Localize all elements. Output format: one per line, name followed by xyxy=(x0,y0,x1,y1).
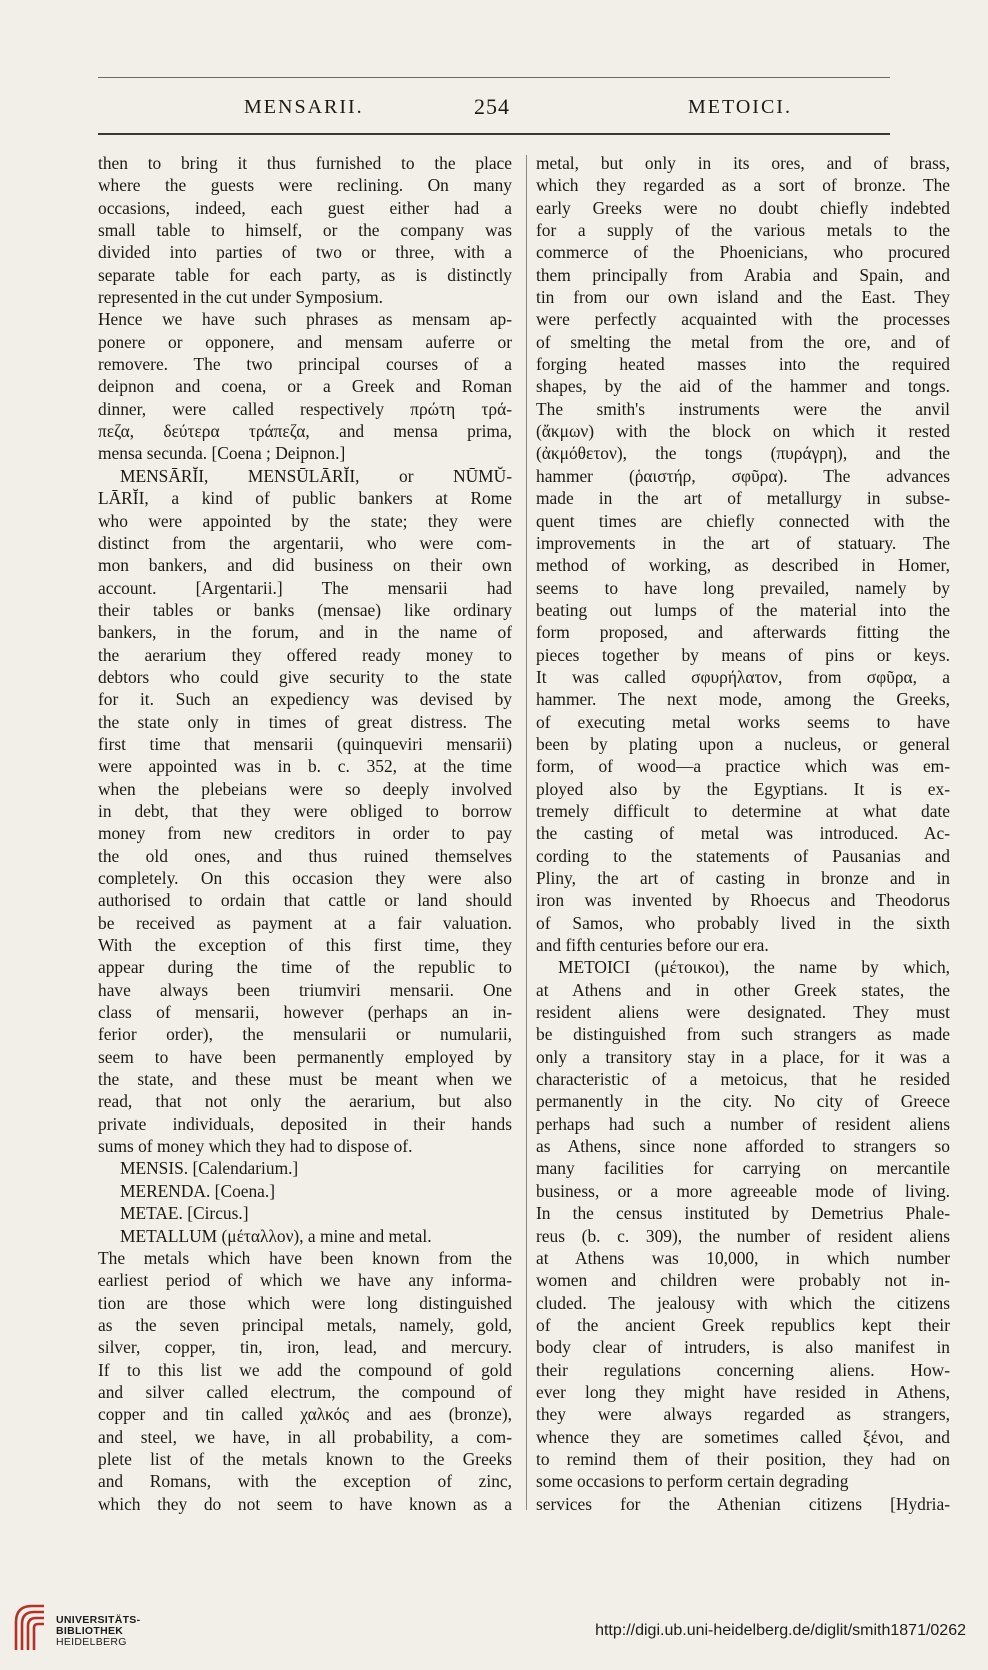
text-line: copper and tin called χαλκός and aes (bronze), xyxy=(98,1404,512,1425)
text-line: Pliny, the art of casting in bronze and in xyxy=(536,868,950,888)
text-line: characteristic of a metoicus, that he resided xyxy=(536,1069,950,1090)
text-line: early Greeks were no doubt chiefly indebted xyxy=(536,197,950,218)
text-line: first time that mensarii (quinqueviri mensarii) xyxy=(98,733,512,754)
text-line: services for the Athenian citizens [Hydria- xyxy=(536,1493,950,1514)
text-line: permanently in the city. No city of Greece xyxy=(536,1091,950,1112)
text-line: whence they are sometimes called ξένοι, and xyxy=(536,1426,950,1447)
text-line: iron was invented by Rhoecus and Theodorus xyxy=(536,890,950,911)
text-line: quent times are chiefly connected with the xyxy=(536,510,950,531)
text-line: silver, copper, tin, iron, lead, and mercury. xyxy=(98,1337,512,1358)
text-line: for it. Such an expediency was devised by xyxy=(98,689,512,710)
text-line: body clear of intruders, is also manifest in xyxy=(536,1337,950,1358)
text-line: deipnon and coena, or a Greek and Roman xyxy=(98,376,512,397)
text-line: the state, and these must be meant when we xyxy=(98,1069,512,1090)
text-line: tremely difficult to determine at what date xyxy=(536,800,950,821)
text-line: who were appointed by the state; they were xyxy=(98,510,512,531)
text-line: METOICI (μέτοικοι), the name by which, xyxy=(558,957,950,978)
header-rule xyxy=(98,133,890,135)
text-line: Hence we have such phrases as mensam ap- xyxy=(98,309,512,330)
text-line: were appointed was in b. c. 352, at the time xyxy=(98,756,512,777)
text-line: be received as payment at a fair valuation. xyxy=(98,912,512,933)
left-text-column xyxy=(98,152,512,1515)
text-line: of Samos, who probably lived in the sixth xyxy=(536,912,950,933)
text-line: It was called σφυρήλατον, from σφῦρα, a xyxy=(536,666,950,687)
text-line: The smith's instruments were the anvil xyxy=(536,398,950,419)
text-line: (ἀκμόθετον), the tongs (πυράγρη), and the xyxy=(536,443,950,464)
text-line: appear during the time of the republic to xyxy=(98,957,512,978)
text-line: in debt, that they were obliged to borrow xyxy=(98,800,512,821)
text-line: of the ancient Greek republics kept their xyxy=(536,1314,950,1335)
text-line: ever long they might have resided in Athens, xyxy=(536,1381,950,1402)
text-line: then to bring it thus furnished to the place xyxy=(98,153,512,173)
text-line: form, of wood—a practice which was em- xyxy=(536,756,950,777)
text-line: METAE. [Circus.] xyxy=(120,1203,249,1224)
text-line: money from new creditors in order to pay xyxy=(98,823,512,844)
text-line: of executing metal works seems to have xyxy=(536,711,950,732)
text-line: METALLUM (μέταλλον), a mine and metal. xyxy=(120,1225,432,1246)
text-line: the state only in times of great distress. The xyxy=(98,711,512,732)
text-line: If to this list we add the compound of gold xyxy=(98,1359,512,1380)
text-line: reus (b. c. 309), the number of resident aliens xyxy=(536,1225,950,1246)
text-line: the old ones, and thus ruined themselves xyxy=(98,845,512,866)
text-line: (ἄκμων) with the block on which it rested xyxy=(536,421,950,442)
text-line: MENSĀRĬI, MENSŪLĀRĬI, or NŪMŬ- xyxy=(120,465,512,486)
text-line: πεζα, δεύτερα τράπεζα, and mensa prima, xyxy=(98,421,512,442)
text-line: earliest period of which we have any informa- xyxy=(98,1270,512,1291)
text-line: class of mensarii, however (perhaps an in- xyxy=(98,1002,512,1023)
text-line: mensa secunda. [Coena ; Deipnon.] xyxy=(98,443,346,464)
text-line: and Romans, with the exception of zinc, xyxy=(98,1471,512,1492)
text-line: mon bankers, and did business on their own xyxy=(98,555,512,576)
running-head-right: METOICI. xyxy=(688,96,792,118)
text-line: hammer (ῥαιστήρ, σφῦρα). The advances xyxy=(536,465,950,486)
page-number: 254 xyxy=(474,94,510,119)
text-line: shapes, by the aid of the hammer and tongs. xyxy=(536,376,950,397)
text-line: The metals which have been known from the xyxy=(98,1247,512,1268)
text-line: authorised to ordain that cattle or land should xyxy=(98,890,512,911)
column-divider xyxy=(526,155,527,1510)
text-line: separate table for each party, as is distinctly xyxy=(98,264,512,285)
text-line: cording to the statements of Pausanias and xyxy=(536,845,950,866)
text-line: some occasions to perform certain degrading xyxy=(536,1471,849,1492)
text-line: ployed also by the Egyptians. It is ex- xyxy=(536,778,950,799)
text-line: divided into parties of two or three, with a xyxy=(98,242,512,263)
text-line: commerce of the Phoenicians, who procured xyxy=(536,242,950,263)
text-line: at Athens was 10,000, in which number xyxy=(536,1247,950,1268)
text-line: and fifth centuries before our era. xyxy=(536,935,769,956)
text-line: perhaps had such a number of resident aliens xyxy=(536,1113,950,1134)
text-line: form proposed, and afterwards fitting the xyxy=(536,622,950,643)
text-line: bankers, in the forum, and in the name of xyxy=(98,622,512,643)
text-line: their tables or banks (mensae) like ordinary xyxy=(98,599,512,620)
text-line: improvements in the art of statuary. The xyxy=(536,532,950,553)
text-line: be distinguished from such strangers as made xyxy=(536,1024,950,1045)
text-line: as Athens, since none afforded to strangers so xyxy=(536,1136,950,1157)
text-line: women and children were probably not in- xyxy=(536,1270,950,1291)
text-line: many facilities for carrying on mercantile xyxy=(536,1158,950,1179)
text-line: where the guests were reclining. On many xyxy=(98,175,512,196)
library-name-line-3: HEIDELBERG xyxy=(56,1636,127,1648)
text-line: MERENDA. [Coena.] xyxy=(120,1180,276,1201)
text-line: tin from our own island and the East. They xyxy=(536,287,950,308)
text-line: metal, but only in its ores, and of brass, xyxy=(536,153,950,173)
text-line: plete list of the metals known to the Greeks xyxy=(98,1448,512,1469)
text-line: they were always regarded as strangers, xyxy=(536,1404,950,1425)
text-line: resident aliens were designated. They must xyxy=(536,1002,950,1023)
text-line: ferior order), the mensularii or numularii, xyxy=(98,1024,512,1045)
text-line: only a transitory stay in a place, for it was a xyxy=(536,1046,950,1067)
text-line: business, or a more agreeable mode of living. xyxy=(536,1180,950,1201)
text-line: hammer. The next mode, among the Greeks, xyxy=(536,689,950,710)
text-line: completely. On this occasion they were also xyxy=(98,868,512,888)
text-line: MENSIS. [Calendarium.] xyxy=(120,1158,299,1179)
text-line: occasions, indeed, each guest either had a xyxy=(98,197,512,218)
text-line: dinner, were called respectively πρώτη τρά- xyxy=(98,398,512,419)
text-line: read, that not only the aerarium, but also xyxy=(98,1091,512,1112)
text-line: LĀRĬI, a kind of public bankers at Rome xyxy=(98,488,512,509)
text-line: small table to himself, or the company was xyxy=(98,220,512,241)
text-line: to remind them of their position, they had on xyxy=(536,1448,950,1469)
text-line: removere. The two principal courses of a xyxy=(98,354,512,375)
text-line: when the plebeians were so deeply involved xyxy=(98,778,512,799)
text-line: the aerarium they offered ready money to xyxy=(98,644,512,665)
text-line: of smelting the metal from the ore, and of xyxy=(536,331,950,352)
library-name xyxy=(56,1615,140,1648)
library-name-line-2: BIBLIOTHEK xyxy=(56,1625,124,1637)
text-line: at Athens and in other Greek states, the xyxy=(536,979,950,1000)
text-line: method of working, as described in Homer, xyxy=(536,555,950,576)
text-line: private individuals, deposited in their hands xyxy=(98,1113,512,1134)
library-logo-icon xyxy=(10,1600,50,1654)
text-line: which they regarded as a sort of bronze. The xyxy=(536,175,950,196)
text-line: ponere or opponere, and mensam auferre or xyxy=(98,331,512,352)
text-line: In the census instituted by Demetrius Phale- xyxy=(536,1203,950,1224)
library-name-line-1: UNIVERSITÄTS- xyxy=(56,1614,141,1626)
source-url-link[interactable]: http://digi.ub.uni-heidelberg.de/diglit/smith1871/0262 xyxy=(595,1622,966,1639)
text-line: seem to have been permanently employed by xyxy=(98,1046,512,1067)
text-line: their regulations concerning aliens. How- xyxy=(536,1359,950,1380)
text-line: pieces together by means of pins or keys. xyxy=(536,644,950,665)
text-line: have always been triumviri mensarii. One xyxy=(98,979,512,1000)
text-line: account. [Argentarii.] The mensarii had xyxy=(98,577,512,598)
running-head-left: MENSARII. xyxy=(244,96,364,118)
text-line: which they do not seem to have known as a xyxy=(98,1493,512,1514)
text-line: as the seven principal metals, namely, gold, xyxy=(98,1314,512,1335)
text-line: were perfectly acquainted with the processes xyxy=(536,309,950,330)
top-rule xyxy=(98,77,890,78)
text-line: represented in the cut under Symposium. xyxy=(98,287,383,308)
text-line: the casting of metal was introduced. Ac- xyxy=(536,823,950,844)
text-line: made in the art of metallurgy in subse- xyxy=(536,488,950,509)
text-line: distinct from the argentarii, who were com- xyxy=(98,532,512,553)
text-line: them principally from Arabia and Spain, and xyxy=(536,264,950,285)
text-line: beating out lumps of the material into the xyxy=(536,599,950,620)
text-line: and silver called electrum, the compound of xyxy=(98,1381,512,1402)
text-line: forging heated masses into the required xyxy=(536,354,950,375)
text-line: With the exception of this first time, they xyxy=(98,935,512,956)
text-line: for a supply of the various metals to the xyxy=(536,220,950,241)
text-line: cluded. The jealousy with which the citizens xyxy=(536,1292,950,1313)
text-line: tion are those which were long distinguished xyxy=(98,1292,512,1313)
text-line: seems to have long prevailed, namely by xyxy=(536,577,950,598)
text-line: sums of money which they had to dispose of. xyxy=(98,1136,413,1157)
text-line: debtors who could give security to the state xyxy=(98,666,512,687)
right-text-column xyxy=(536,152,950,1515)
text-line: and steel, we have, in all probability, a com- xyxy=(98,1426,512,1447)
text-line: been by plating upon a nucleus, or general xyxy=(536,733,950,754)
